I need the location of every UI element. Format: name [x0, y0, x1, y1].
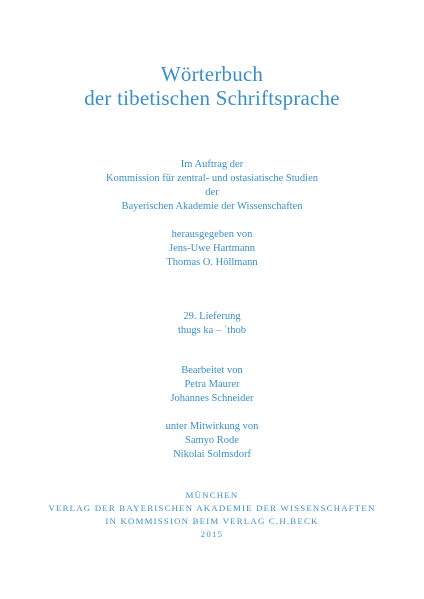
issue-range: thugs ka – ʾthob — [178, 325, 246, 336]
imprint-commission: IN KOMMISSION BEIM VERLAG C.H.BECK — [105, 516, 319, 526]
editor-name: Thomas O. Höllmann — [166, 257, 258, 268]
contributor-name: Nikolai Solmsdorf — [173, 449, 251, 460]
imprint-year: 2015 — [200, 529, 224, 539]
commission-line-1: Im Auftrag der — [180, 159, 244, 170]
authors-label: Bearbeitet von — [181, 365, 243, 376]
main-title-line-2: der tibetischen Schriftsprache — [84, 86, 340, 110]
commission-line-2: Kommission für zentral- und ostasiatische Studien — [105, 173, 318, 184]
author-name: Johannes Schneider — [170, 393, 254, 404]
issue-number: 29. Lieferung — [183, 311, 241, 322]
imprint-publisher: VERLAG DER BAYERISCHEN AKADEMIE DER WISSENSCHAFTEN — [48, 503, 376, 513]
contributor-name: Samyo Rode — [185, 435, 239, 446]
author-name: Petra Maurer — [184, 379, 240, 390]
commission-line-4: Bayerischen Akademie der Wissenschaften — [121, 201, 303, 212]
commission-line-3: der — [205, 187, 219, 198]
contributors-label: unter Mitwirkung von — [165, 421, 259, 432]
editor-name: Jens-Uwe Hartmann — [168, 243, 255, 254]
editors-label: herausgegeben von — [171, 229, 253, 240]
imprint-city: MÜNCHEN — [185, 490, 239, 500]
main-title-line-1: Wörterbuch — [160, 62, 264, 86]
